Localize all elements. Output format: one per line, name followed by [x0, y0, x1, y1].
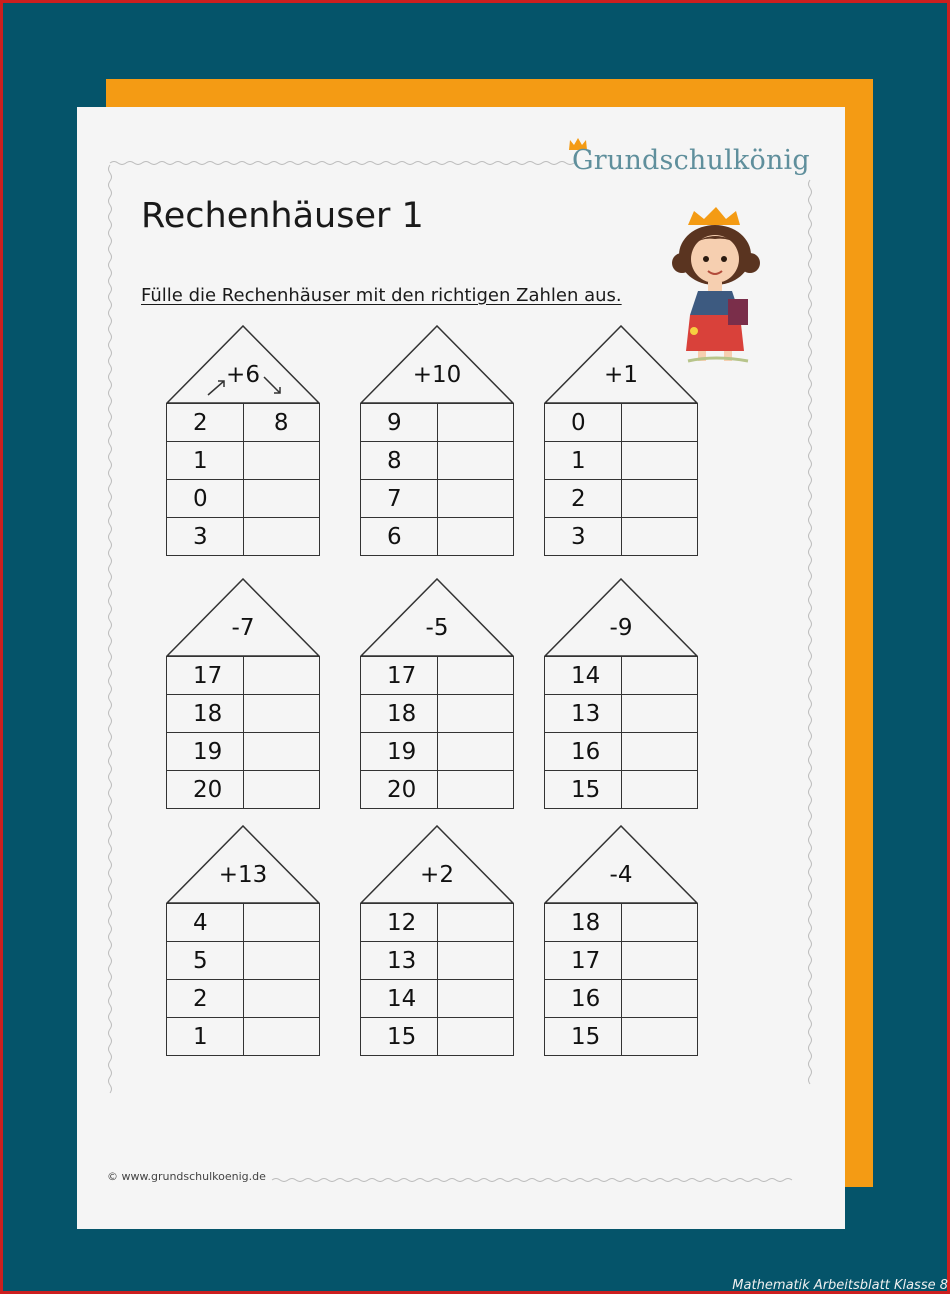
- house-row: [361, 695, 514, 733]
- answer-cell[interactable]: [437, 657, 514, 695]
- house-row: [545, 1018, 698, 1056]
- answer-cell[interactable]: [621, 695, 698, 733]
- house-operation: -9: [609, 615, 633, 641]
- answer-cell[interactable]: [437, 480, 514, 518]
- image-caption: Mathematik Arbeitsblatt Klasse 8: [732, 1278, 948, 1293]
- answer-cell[interactable]: [437, 771, 514, 809]
- house-table: [166, 403, 320, 556]
- start-number: 16: [545, 733, 622, 771]
- brand-logo: Grundschulkönig: [572, 145, 810, 176]
- start-number: 17: [167, 657, 244, 695]
- answer-cell[interactable]: [437, 980, 514, 1018]
- answer-cell[interactable]: [243, 733, 320, 771]
- answer-cell[interactable]: [437, 1018, 514, 1056]
- answer-cell[interactable]: [621, 904, 698, 942]
- start-number: 2: [545, 480, 622, 518]
- start-number: 2: [167, 404, 244, 442]
- start-number: 19: [167, 733, 244, 771]
- answer-cell[interactable]: 8: [243, 404, 320, 442]
- answer-cell[interactable]: [243, 518, 320, 556]
- answer-cell[interactable]: [437, 442, 514, 480]
- house-operation: -5: [425, 615, 449, 641]
- start-number: 1: [167, 442, 244, 480]
- start-number: 9: [361, 404, 438, 442]
- answer-cell[interactable]: [437, 942, 514, 980]
- house-row: [167, 442, 320, 480]
- house-row: [361, 518, 514, 556]
- start-number: 7: [361, 480, 438, 518]
- start-number: 14: [545, 657, 622, 695]
- answer-cell[interactable]: [243, 904, 320, 942]
- house-row: [167, 695, 320, 733]
- house-row: [167, 904, 320, 942]
- house-row: [361, 480, 514, 518]
- start-number: 13: [545, 695, 622, 733]
- house-row: [545, 695, 698, 733]
- start-number: 5: [167, 942, 244, 980]
- answer-cell[interactable]: [243, 442, 320, 480]
- answer-cell[interactable]: [243, 1018, 320, 1056]
- house-row: [545, 771, 698, 809]
- house-operation: +10: [412, 362, 462, 388]
- house-row: [167, 518, 320, 556]
- start-number: 17: [545, 942, 622, 980]
- answer-cell[interactable]: [621, 733, 698, 771]
- answer-cell[interactable]: [243, 695, 320, 733]
- answer-cell[interactable]: [243, 480, 320, 518]
- house-row: [361, 657, 514, 695]
- start-number: 3: [545, 518, 622, 556]
- house-row: [361, 442, 514, 480]
- house-row: [167, 1018, 320, 1056]
- start-number: 16: [545, 980, 622, 1018]
- house-operation: +13: [218, 862, 268, 888]
- house-row: [545, 980, 698, 1018]
- start-number: 2: [167, 980, 244, 1018]
- house-operation: +2: [420, 862, 454, 888]
- house-row: [167, 480, 320, 518]
- house-table: [544, 903, 698, 1056]
- answer-cell[interactable]: [437, 695, 514, 733]
- house-row: [361, 404, 514, 442]
- start-number: 17: [361, 657, 438, 695]
- answer-cell[interactable]: [243, 771, 320, 809]
- answer-cell[interactable]: [621, 404, 698, 442]
- house-table: [544, 656, 698, 809]
- house-row: [167, 771, 320, 809]
- answer-cell[interactable]: [621, 480, 698, 518]
- answer-cell[interactable]: [243, 657, 320, 695]
- start-number: 4: [167, 904, 244, 942]
- start-number: 13: [361, 942, 438, 980]
- start-number: 18: [167, 695, 244, 733]
- house-row: [545, 942, 698, 980]
- start-number: 12: [361, 904, 438, 942]
- start-number: 0: [545, 404, 622, 442]
- answer-cell[interactable]: [437, 904, 514, 942]
- answer-cell[interactable]: [437, 404, 514, 442]
- house-table: [360, 403, 514, 556]
- house-row: [545, 904, 698, 942]
- house-row: [361, 771, 514, 809]
- answer-cell[interactable]: [243, 980, 320, 1018]
- house-table: [166, 903, 320, 1056]
- house-row: [545, 733, 698, 771]
- house-row: [545, 518, 698, 556]
- start-number: 20: [361, 771, 438, 809]
- house-row: [167, 733, 320, 771]
- start-number: 3: [167, 518, 244, 556]
- answer-cell[interactable]: [621, 442, 698, 480]
- start-number: 19: [361, 733, 438, 771]
- house-row: [167, 980, 320, 1018]
- house-operation: +1: [604, 362, 638, 388]
- house-table: [166, 656, 320, 809]
- start-number: 6: [361, 518, 438, 556]
- house-row: [361, 733, 514, 771]
- house-table: [360, 656, 514, 809]
- house-row: [361, 980, 514, 1018]
- house-row: [361, 904, 514, 942]
- instruction-text: Fülle die Rechenhäuser mit den richtigen Zahlen aus.: [141, 285, 622, 306]
- start-number: 1: [545, 442, 622, 480]
- answer-cell[interactable]: [437, 518, 514, 556]
- house-row: [167, 657, 320, 695]
- start-number: 18: [361, 695, 438, 733]
- house-table: [544, 403, 698, 556]
- house-row: [167, 404, 320, 442]
- worksheet-title: Rechenhäuser 1: [141, 196, 424, 236]
- start-number: 1: [167, 1018, 244, 1056]
- house-operation: -4: [609, 862, 633, 888]
- start-number: 15: [545, 771, 622, 809]
- start-number: 14: [361, 980, 438, 1018]
- start-number: 20: [167, 771, 244, 809]
- house-row: [167, 942, 320, 980]
- answer-cell[interactable]: [621, 1018, 698, 1056]
- answer-cell[interactable]: [621, 657, 698, 695]
- start-number: 15: [545, 1018, 622, 1056]
- answer-cell[interactable]: [621, 980, 698, 1018]
- footer-url: © www.grundschulkoenig.de: [107, 1170, 266, 1183]
- start-number: 15: [361, 1018, 438, 1056]
- house-row: [361, 1018, 514, 1056]
- house-row: [545, 442, 698, 480]
- answer-cell[interactable]: [621, 771, 698, 809]
- house-table: [360, 903, 514, 1056]
- start-number: 8: [361, 442, 438, 480]
- answer-cell[interactable]: [621, 942, 698, 980]
- house-row: [545, 657, 698, 695]
- answer-cell[interactable]: [437, 733, 514, 771]
- answer-cell[interactable]: [243, 942, 320, 980]
- house-row: [545, 480, 698, 518]
- start-number: 0: [167, 480, 244, 518]
- answer-cell[interactable]: [621, 518, 698, 556]
- house-operation: -7: [231, 615, 255, 641]
- house-row: [361, 942, 514, 980]
- house-row: [545, 404, 698, 442]
- house-operation: +6: [226, 362, 260, 388]
- start-number: 18: [545, 904, 622, 942]
